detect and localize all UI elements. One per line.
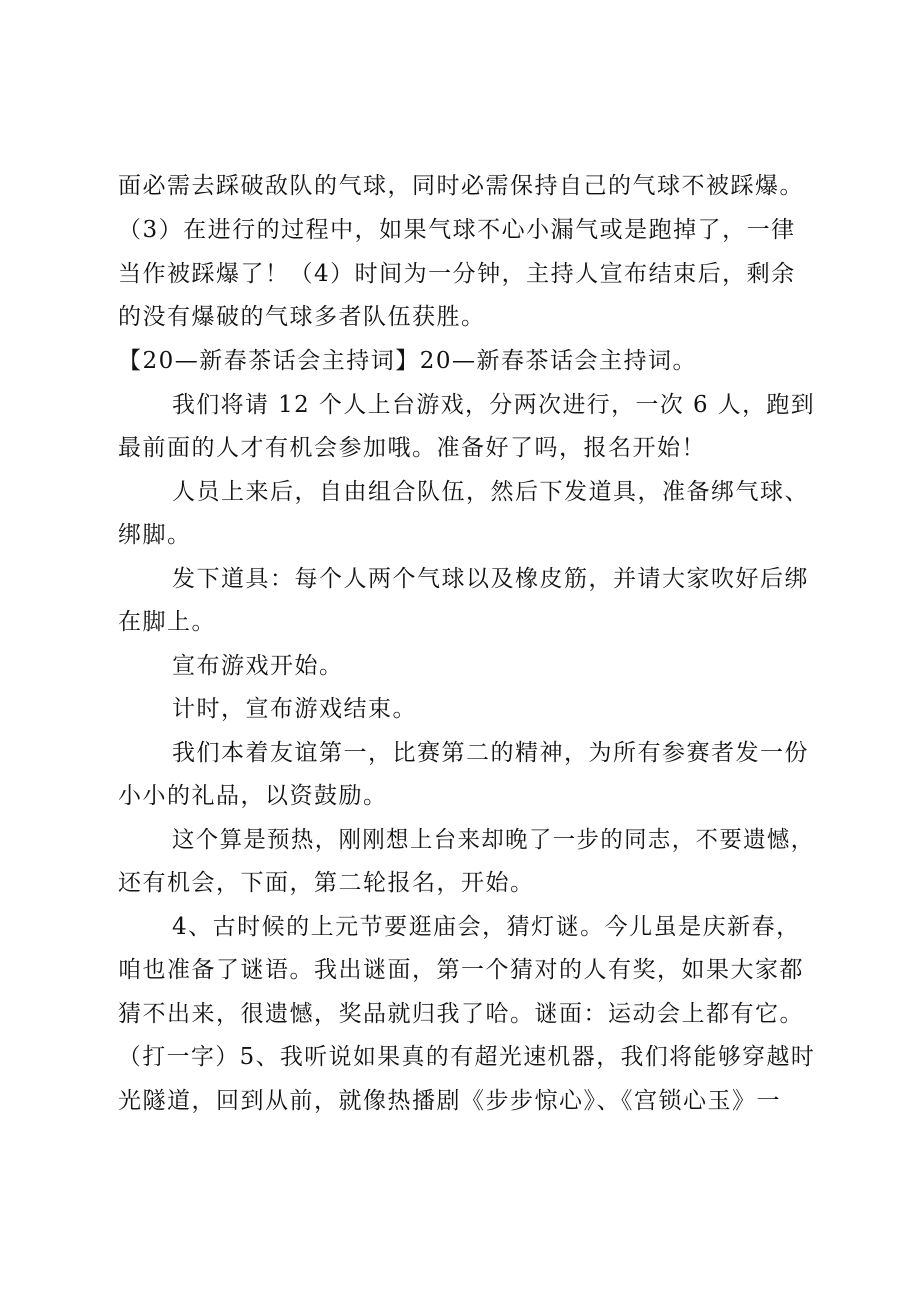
text-line: 的没有爆破的气球多者队伍获胜。 — [118, 304, 486, 330]
text-line: 发下道具：每个人两个气球以及橡皮筋，并请大家吹好后绑 — [172, 566, 809, 592]
text-line: 宣布游戏开始。 — [172, 653, 344, 679]
text-line: 人员上来后，自由组合队伍，然后下发道具，准备绑气球、 — [172, 479, 809, 505]
text-line: 小小的礼品，以资鼓励。 — [118, 783, 388, 809]
text-line: 这个算是预热，刚刚想上台来却晚了一步的同志，不要遗憾， — [172, 827, 815, 853]
text-line: 最前面的人才有机会参加哦。准备好了吗，报名开始！ — [118, 435, 706, 461]
text-line: 猜不出来，很遗憾，奖品就归我了哈。谜面：运动会上都有它。 — [118, 1001, 804, 1027]
text-line: 当作被踩爆了！（4）时间为一分钟，主持人宣布结束后，剩余 — [118, 261, 796, 287]
text-line: 绑脚。 — [118, 522, 192, 548]
section-heading: 【20—新春茶话会主持词】20—新春茶话会主持词。 — [118, 348, 698, 374]
text-line: 光隧道，回到从前，就像热播剧《步步惊心》、《宫锁心玉》一 — [118, 1088, 781, 1114]
text-line: 还有机会，下面，第二轮报名，开始。 — [118, 870, 535, 896]
text-line: 4、古时候的上元节要逛庙会，猜灯谜。今儿虽是庆新春， — [172, 914, 801, 940]
text-line: 我们本着友谊第一，比赛第二的精神，为所有参赛者发一份 — [172, 740, 809, 766]
text-line: 计时，宣布游戏结束。 — [172, 696, 417, 722]
text-line: 面必需去踩破敌队的气球，同时必需保持自己的气球不被踩爆。 — [118, 173, 804, 199]
text-line: （3）在进行的过程中，如果气球不心小漏气或是跑掉了，一律 — [118, 217, 796, 243]
text-line: 在脚上。 — [118, 609, 216, 635]
text-line: 咱也准备了谜语。我出谜面，第一个猜对的人有奖，如果大家都 — [118, 957, 804, 983]
text-line: 我们将请 12 个人上台游戏，分两次进行，一次 6 人，跑到 — [172, 392, 816, 418]
text-line: （打一字）5、我听说如果真的有超光速机器，我们将能够穿越时 — [118, 1044, 816, 1070]
